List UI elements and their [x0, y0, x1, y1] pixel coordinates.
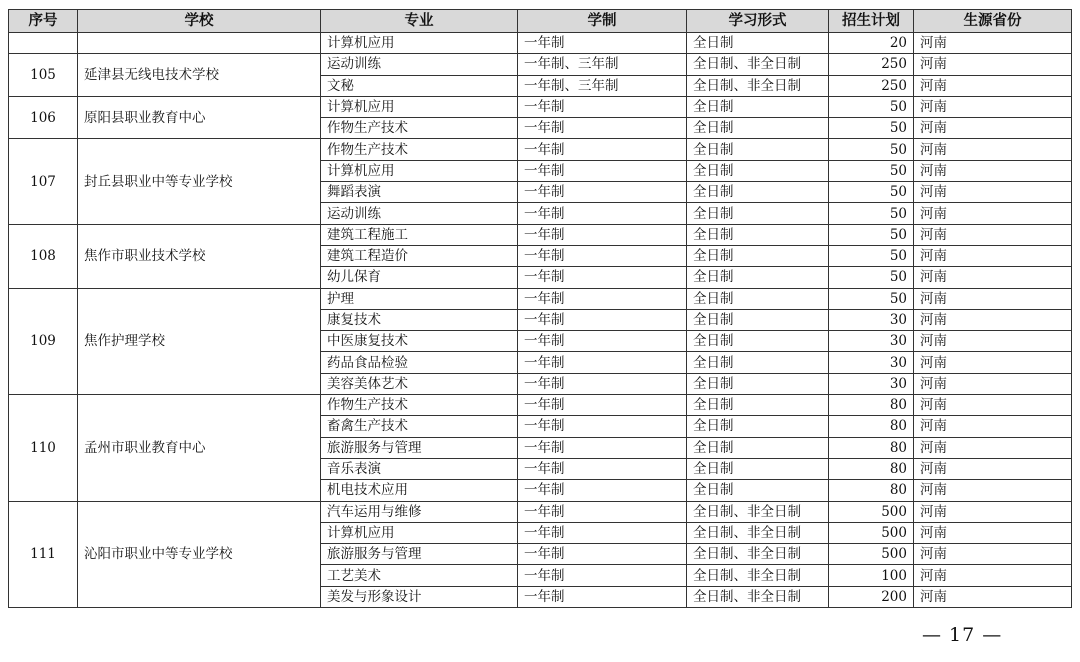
cell-duration: 一年制 — [518, 288, 687, 309]
header-school: 学校 — [78, 10, 321, 33]
cell-major: 幼儿保育 — [321, 267, 518, 288]
table-row — [9, 96, 1072, 117]
cell-source-province: 河南 — [914, 267, 1072, 288]
cell-source-province: 河南 — [914, 395, 1072, 416]
cell-source-province: 河南 — [914, 501, 1072, 522]
cell-duration: 一年制 — [518, 586, 687, 607]
cell-duration: 一年制 — [518, 480, 687, 501]
cell-index: 105 — [9, 54, 78, 97]
cell-duration: 一年制 — [518, 565, 687, 586]
header-major: 专业 — [321, 10, 518, 33]
cell-duration: 一年制 — [518, 203, 687, 224]
cell-duration: 一年制 — [518, 373, 687, 394]
cell-source-province: 河南 — [914, 75, 1072, 96]
cell-study-form: 全日制、非全日制 — [687, 501, 829, 522]
cell-major: 美发与形象设计 — [321, 586, 518, 607]
cell-source-province: 河南 — [914, 139, 1072, 160]
cell-enrollment-plan: 30 — [829, 373, 914, 394]
cell-source-province: 河南 — [914, 224, 1072, 245]
cell-source-province: 河南 — [914, 458, 1072, 479]
cell-study-form: 全日制 — [687, 458, 829, 479]
cell-study-form: 全日制 — [687, 395, 829, 416]
cell-duration: 一年制 — [518, 522, 687, 543]
cell-major: 作物生产技术 — [321, 139, 518, 160]
cell-source-province: 河南 — [914, 522, 1072, 543]
cell-enrollment-plan: 30 — [829, 309, 914, 330]
cell-source-province: 河南 — [914, 245, 1072, 266]
cell-study-form: 全日制、非全日制 — [687, 565, 829, 586]
cell-study-form: 全日制 — [687, 480, 829, 501]
cell-index: 107 — [9, 139, 78, 224]
cell-major: 作物生产技术 — [321, 118, 518, 139]
cell-enrollment-plan: 50 — [829, 203, 914, 224]
cell-duration: 一年制 — [518, 331, 687, 352]
cell-major: 计算机应用 — [321, 160, 518, 181]
cell-source-province: 河南 — [914, 118, 1072, 139]
cell-enrollment-plan: 30 — [829, 331, 914, 352]
cell-study-form: 全日制 — [687, 416, 829, 437]
table-row — [9, 139, 1072, 160]
cell-major: 工艺美术 — [321, 565, 518, 586]
table-row — [9, 288, 1072, 309]
cell-study-form: 全日制、非全日制 — [687, 75, 829, 96]
cell-study-form: 全日制 — [687, 139, 829, 160]
cell-major: 建筑工程造价 — [321, 245, 518, 266]
cell-enrollment-plan: 20 — [829, 33, 914, 54]
cell-enrollment-plan: 50 — [829, 224, 914, 245]
cell-enrollment-plan: 80 — [829, 395, 914, 416]
cell-source-province: 河南 — [914, 331, 1072, 352]
cell-study-form: 全日制 — [687, 437, 829, 458]
cell-school: 延津县无线电技术学校 — [78, 54, 321, 97]
table-header — [9, 10, 1072, 33]
cell-enrollment-plan: 50 — [829, 96, 914, 117]
cell-major: 汽车运用与维修 — [321, 501, 518, 522]
cell-duration: 一年制、三年制 — [518, 54, 687, 75]
cell-enrollment-plan: 250 — [829, 54, 914, 75]
cell-study-form: 全日制 — [687, 309, 829, 330]
header-study-form: 学习形式 — [687, 10, 829, 33]
cell-enrollment-plan: 50 — [829, 267, 914, 288]
header-source-province: 生源省份 — [914, 10, 1072, 33]
header-duration: 学制 — [518, 10, 687, 33]
table-row — [9, 501, 1072, 522]
cell-duration: 一年制、三年制 — [518, 75, 687, 96]
cell-enrollment-plan: 80 — [829, 416, 914, 437]
cell-school: 焦作护理学校 — [78, 288, 321, 394]
cell-duration: 一年制 — [518, 118, 687, 139]
cell-duration: 一年制 — [518, 245, 687, 266]
cell-duration: 一年制 — [518, 437, 687, 458]
cell-study-form: 全日制、非全日制 — [687, 522, 829, 543]
cell-major: 作物生产技术 — [321, 395, 518, 416]
cell-school: 原阳县职业教育中心 — [78, 96, 321, 139]
cell-duration: 一年制 — [518, 309, 687, 330]
cell-school: 焦作市职业技术学校 — [78, 224, 321, 288]
table-row — [9, 33, 1072, 54]
page-number: — 17 — — [922, 624, 1003, 646]
cell-source-province: 河南 — [914, 352, 1072, 373]
cell-study-form: 全日制、非全日制 — [687, 54, 829, 75]
cell-study-form: 全日制 — [687, 373, 829, 394]
cell-duration: 一年制 — [518, 544, 687, 565]
cell-source-province: 河南 — [914, 309, 1072, 330]
table-body — [9, 33, 1072, 608]
cell-enrollment-plan: 50 — [829, 182, 914, 203]
cell-major: 运动训练 — [321, 54, 518, 75]
cell-study-form: 全日制 — [687, 96, 829, 117]
cell-source-province: 河南 — [914, 203, 1072, 224]
cell-enrollment-plan: 100 — [829, 565, 914, 586]
cell-source-province: 河南 — [914, 373, 1072, 394]
cell-index: 109 — [9, 288, 78, 394]
cell-enrollment-plan: 500 — [829, 522, 914, 543]
cell-source-province: 河南 — [914, 586, 1072, 607]
cell-major: 建筑工程施工 — [321, 224, 518, 245]
cell-index — [9, 33, 78, 54]
cell-enrollment-plan: 500 — [829, 544, 914, 565]
cell-major: 计算机应用 — [321, 522, 518, 543]
cell-duration: 一年制 — [518, 182, 687, 203]
header-index: 序号 — [9, 10, 78, 33]
cell-major: 旅游服务与管理 — [321, 437, 518, 458]
cell-enrollment-plan: 80 — [829, 458, 914, 479]
cell-enrollment-plan: 80 — [829, 437, 914, 458]
table-row — [9, 224, 1072, 245]
cell-duration: 一年制 — [518, 160, 687, 181]
header-row — [9, 10, 1072, 33]
cell-source-province: 河南 — [914, 288, 1072, 309]
cell-study-form: 全日制、非全日制 — [687, 586, 829, 607]
cell-enrollment-plan: 50 — [829, 160, 914, 181]
cell-study-form: 全日制 — [687, 160, 829, 181]
cell-enrollment-plan: 80 — [829, 480, 914, 501]
cell-source-province: 河南 — [914, 96, 1072, 117]
cell-school: 沁阳市职业中等专业学校 — [78, 501, 321, 607]
cell-major: 舞蹈表演 — [321, 182, 518, 203]
cell-enrollment-plan: 50 — [829, 118, 914, 139]
cell-major: 计算机应用 — [321, 96, 518, 117]
header-enrollment-plan: 招生计划 — [829, 10, 914, 33]
cell-major: 机电技术应用 — [321, 480, 518, 501]
cell-index: 110 — [9, 395, 78, 501]
cell-duration: 一年制 — [518, 352, 687, 373]
cell-duration: 一年制 — [518, 458, 687, 479]
cell-major: 计算机应用 — [321, 33, 518, 54]
cell-major: 中医康复技术 — [321, 331, 518, 352]
cell-duration: 一年制 — [518, 395, 687, 416]
cell-study-form: 全日制 — [687, 118, 829, 139]
cell-major: 护理 — [321, 288, 518, 309]
cell-index: 111 — [9, 501, 78, 607]
cell-enrollment-plan: 50 — [829, 245, 914, 266]
cell-index: 108 — [9, 224, 78, 288]
cell-duration: 一年制 — [518, 33, 687, 54]
cell-study-form: 全日制 — [687, 352, 829, 373]
cell-study-form: 全日制 — [687, 33, 829, 54]
table-row — [9, 395, 1072, 416]
cell-study-form: 全日制 — [687, 182, 829, 203]
cell-study-form: 全日制 — [687, 288, 829, 309]
cell-source-province: 河南 — [914, 54, 1072, 75]
enrollment-table — [8, 9, 1072, 608]
cell-source-province: 河南 — [914, 544, 1072, 565]
cell-study-form: 全日制、非全日制 — [687, 544, 829, 565]
cell-enrollment-plan: 500 — [829, 501, 914, 522]
cell-study-form: 全日制 — [687, 245, 829, 266]
cell-major: 运动训练 — [321, 203, 518, 224]
cell-major: 文秘 — [321, 75, 518, 96]
cell-source-province: 河南 — [914, 437, 1072, 458]
cell-major: 旅游服务与管理 — [321, 544, 518, 565]
cell-study-form: 全日制 — [687, 331, 829, 352]
cell-source-province: 河南 — [914, 480, 1072, 501]
cell-major: 畜禽生产技术 — [321, 416, 518, 437]
cell-duration: 一年制 — [518, 139, 687, 160]
cell-duration: 一年制 — [518, 224, 687, 245]
cell-source-province: 河南 — [914, 160, 1072, 181]
cell-enrollment-plan: 50 — [829, 139, 914, 160]
cell-study-form: 全日制 — [687, 267, 829, 288]
table-row — [9, 54, 1072, 75]
cell-enrollment-plan: 200 — [829, 586, 914, 607]
cell-index: 106 — [9, 96, 78, 139]
cell-major: 药品食品检验 — [321, 352, 518, 373]
cell-school — [78, 33, 321, 54]
cell-major: 美容美体艺术 — [321, 373, 518, 394]
cell-source-province: 河南 — [914, 182, 1072, 203]
cell-school: 孟州市职业教育中心 — [78, 395, 321, 501]
cell-enrollment-plan: 250 — [829, 75, 914, 96]
cell-enrollment-plan: 50 — [829, 288, 914, 309]
cell-duration: 一年制 — [518, 416, 687, 437]
cell-major: 康复技术 — [321, 309, 518, 330]
cell-study-form: 全日制 — [687, 203, 829, 224]
cell-source-province: 河南 — [914, 33, 1072, 54]
cell-study-form: 全日制 — [687, 224, 829, 245]
cell-duration: 一年制 — [518, 267, 687, 288]
cell-source-province: 河南 — [914, 416, 1072, 437]
cell-duration: 一年制 — [518, 501, 687, 522]
cell-duration: 一年制 — [518, 96, 687, 117]
cell-source-province: 河南 — [914, 565, 1072, 586]
cell-enrollment-plan: 30 — [829, 352, 914, 373]
cell-school: 封丘县职业中等专业学校 — [78, 139, 321, 224]
cell-major: 音乐表演 — [321, 458, 518, 479]
